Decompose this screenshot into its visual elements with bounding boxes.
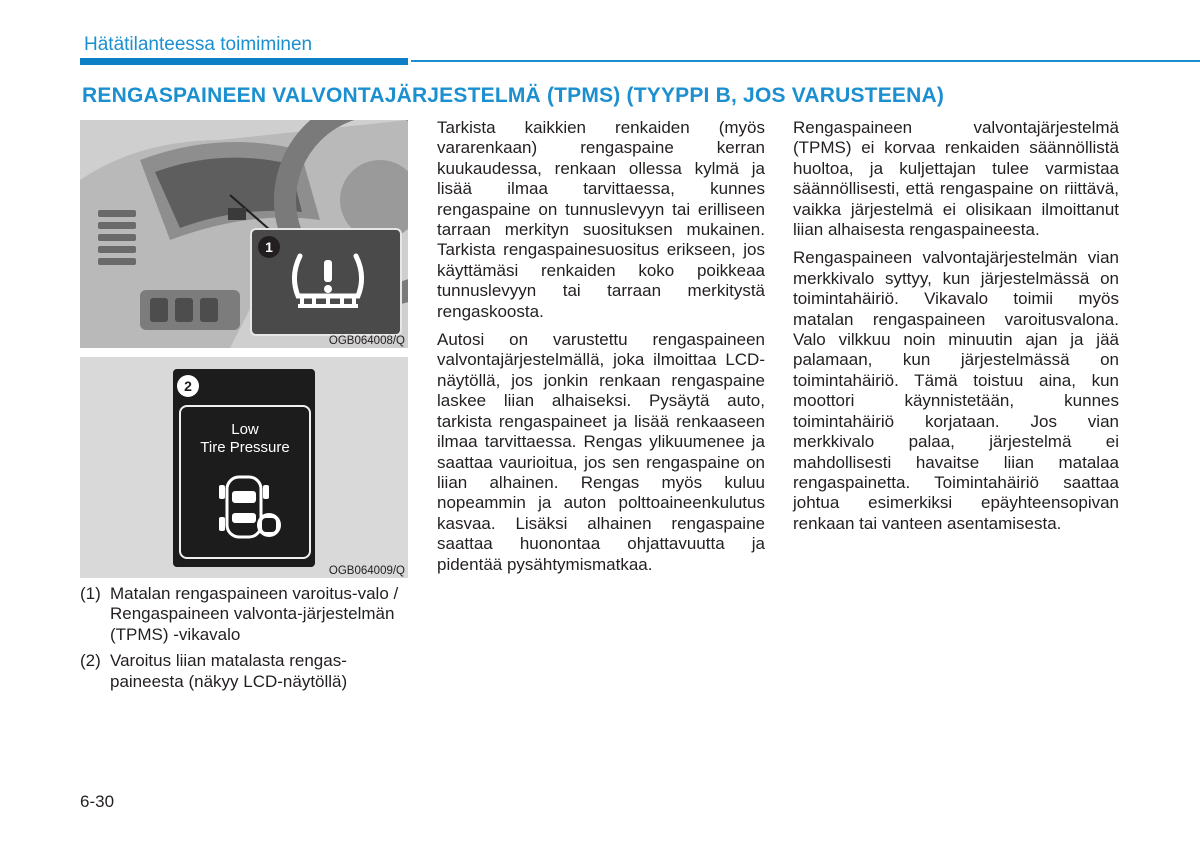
body-column-right <box>793 118 1119 542</box>
legend-text: Matalan rengaspaineen varoitus-valo / Rengaspaineen valvonta-järjestelmän (TPMS) -vikavalo <box>110 584 399 644</box>
body-paragraph: Rengaspaineen valvontajärjestelmän vian merkkivalo syttyy, kun järjestelmässä on toimintahäiriö. Vikavalo toimii myös matalan rengaspaineen varoitusvalona. Valo vilkkuu noin minuutin ajan ja jää palamaan, kun järjestelmässä on toimintahäiriö. Tämä toistuu aina, kun moottori käynnistetään, kunnes toimintahäiriö korjataan. Jos vian merkkivalo palaa, järjestelmä ei mahdollisesti havaitse liian matalaa rengaspainetta. Toimintahäiriö saattaa johtua esimerkiksi epäyhteensopivan renkaan tai vanteen asentamisesta. <box>793 248 1119 533</box>
body-paragraph: Autosi on varustettu rengaspaineen valvontajärjestelmällä, joka ilmoittaa LCD-näytöllä, jos jonkin renkaan rengaspaine laskee liian alhaiseksi. Pysäytä auto, tarkista rengaspaineet ja lisää renkaaseen ilmaa tarvittaessa. Rengas ylikuumenee ja saattaa vaurioitua, jos sen rengaspaine on liian alhainen. Rengas myös kuluu nopeammin ja auton polttoaineenkulutus kasvaa. Lisäksi alhainen rengaspaine saattaa huonontaa ohjattavuutta ja pidentää pysähtymismatkaa. <box>437 330 765 574</box>
body-paragraph: Rengaspaineen valvontajärjestelmä (TPMS) ei korvaa renkaiden säännöllistä huoltoa, ja kuljettajan tulee varmistaa säännöllisesti, että rengaspaine on riittävä, vaikka järjestelmä ei olisikaan ilmoittanut liian alhaisesta rengaspaineesta. <box>793 118 1119 240</box>
figure-legend <box>80 584 410 698</box>
figure-caption: OGB064008/Q <box>328 335 405 347</box>
callout-marker: 1 <box>258 236 280 258</box>
callout-marker: 2 <box>177 375 199 397</box>
page-heading: RENGASPAINEEN VALVONTAJÄRJESTELMÄ (TPMS) (TYYPPI B, JOS VARUSTEENA) <box>82 84 945 107</box>
dashboard-figure <box>80 120 408 348</box>
lcd-message-line1: Low <box>231 421 259 438</box>
header-rule <box>411 60 1200 62</box>
legend-item <box>80 584 410 645</box>
lcd-message-frame <box>179 405 311 559</box>
tpms-warning-icon <box>288 248 368 318</box>
legend-text: Varoitus liian matalasta rengas-paineesta (näkyy LCD-näytöllä) <box>110 651 348 691</box>
section-title: Hätätilanteessa toimiminen <box>84 34 313 55</box>
car-low-tire-icon <box>213 473 283 545</box>
header-rule-accent <box>80 58 408 65</box>
lcd-display <box>173 369 315 567</box>
legend-number: (1) <box>80 584 101 603</box>
tpms-warning-light-inset <box>250 228 402 336</box>
body-paragraph: Tarkista kaikkien renkaiden (myös vararenkaan) rengaspaine kerran kuukaudessa, renkaan ollessa kylmä ja lisää ilmaa tarvittaessa, kunnes rengaspaine on tunnuslevyyn tai erilliseen tarraan merkityn suosituksen mukainen. Tarkista rengaspainesuositus erikseen, jos käyttämäsi renkaiden koko poikkeaa tunnuslevyyn tai tarraan merkitystä rengaskoosta. <box>437 118 765 321</box>
page-number: 6-30 <box>80 792 115 811</box>
lcd-figure <box>80 357 408 578</box>
figure-caption: OGB064009/Q <box>328 565 405 577</box>
legend-item <box>80 651 410 692</box>
body-column-middle <box>437 118 765 583</box>
legend-number: (2) <box>80 651 101 671</box>
lcd-message-line2: Tire Pressure <box>200 439 290 456</box>
